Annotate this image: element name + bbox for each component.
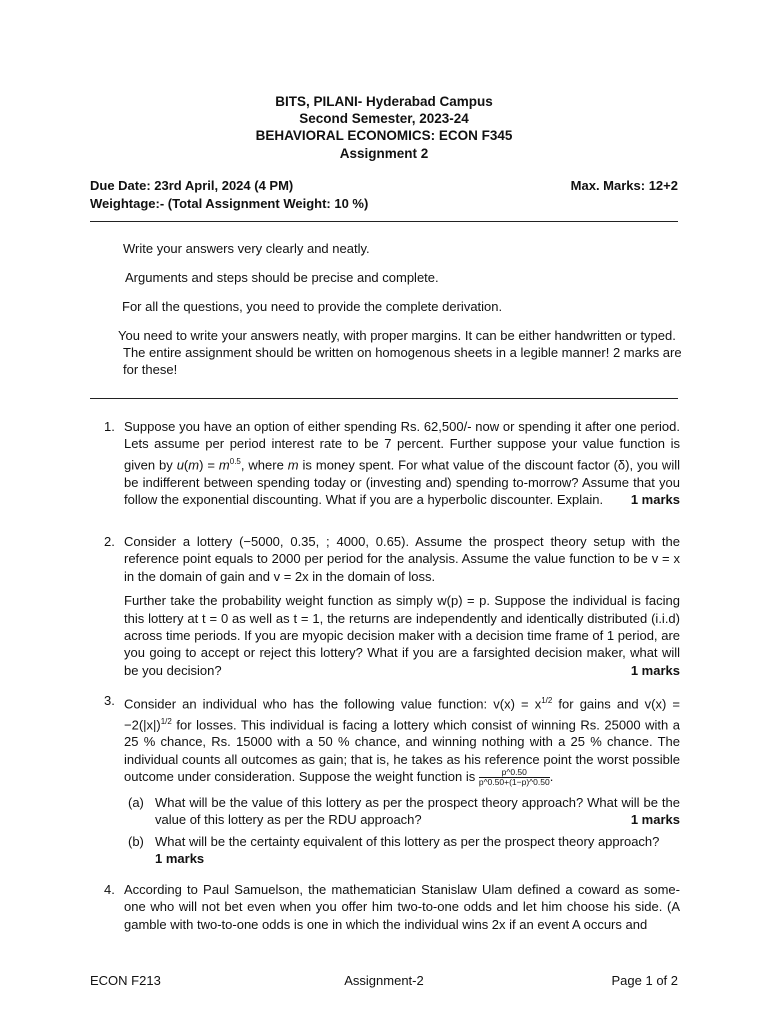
question-3a: (a) What will be the value of this lottery as per the prospect theory approach? What will be the value of this lottery as per the RDU approach? 1 marks	[128, 795, 680, 828]
assignment-title: Assignment 2	[339, 146, 429, 161]
institution-title: BITS, PILANI- Hyderabad Campus	[275, 94, 493, 109]
question-number: 1.	[104, 419, 115, 434]
marks-label: 1 marks	[155, 851, 205, 867]
question-2-paragraph-2: Further take the probability weight function as simply w(p) = p. Suppose the individual is facing this lottery at t = 0 as well as t = 1, the returns are independently and identically distributed (i.i.d) across time periods. If you are myopic decision maker with a decision time frame of 1 period, are you going to accept or reject this lottery? What if you are a farsighted decision maker, what will be you decision?	[124, 593, 680, 678]
weight-function-fraction: $\frac{p\^{}0.50}{p\^{}0.50+(1-p)\^{}0.50}$	[478, 767, 550, 788]
semester-title: Second Semester, 2023-24	[299, 111, 469, 126]
question-number: 3.	[104, 693, 115, 708]
instruction-1: Write your answers very clearly and neatly.	[123, 241, 370, 256]
sub-question-label: (b)	[128, 834, 144, 849]
instruction-4: You need to write your answers neatly, with proper margins. It can be either handwritten or typed. The entire assignment should be written on homogenous sheets in a legible manner! 2 marks are for these!	[118, 328, 682, 377]
exponent: 1/2	[160, 716, 172, 726]
footer-assignment: Assignment-2	[344, 973, 424, 988]
question-1: 1. Suppose you have an option of either spending Rs. 62,500/- now or spending it after one period. Lets assume per period interest rate to be 7 percent. Further suppose your value function is given by $u(m) = m^{0.5}$, where m is money spent. For what value of the discount factor (δ), you will be indifferent between spending today or (investing and) spending to-morrow? Assume that you follow the exponential discounting. What if you are a hyperbolic discounter. Explain. 1 marks	[104, 419, 680, 507]
divider-top	[90, 221, 678, 222]
question-2	[104, 533, 680, 679]
footer-course-code: ECON F213	[90, 973, 161, 988]
instruction-2: Arguments and steps should be precise and complete.	[125, 270, 439, 285]
question-number: 2.	[104, 534, 115, 549]
exponent: 1/2	[541, 696, 553, 705]
question-3b: (b) What will be the certainty equivalent of this lottery as per the prospect theory approach? 1 marks	[128, 834, 660, 867]
course-title: BEHAVIORAL ECONOMICS: ECON F345	[255, 128, 513, 143]
marks-label: 1 marks	[630, 812, 680, 828]
question-number: 4.	[104, 882, 115, 897]
marks-label: 1 marks	[630, 491, 680, 507]
question-3: 3. Consider an individual who has the following value function: $v(x) = x^{1/2}$ for gains and $v(x) = -2(|x|)^{1/2}$ for losses. This individual is facing a lottery which consist of winning Rs. 25000 with a 25 % chance, Rs. 15000 with a 50 % chance, and winning nothing with a 25 % chance. The individual counts all outcomes as gain; that is, he takes as his reference point the worst possible outcome under consideration. Suppose the weight function is $\frac{p\^{}0.50}{p\^{}0.50+(1-p)\^{}0.50}$ .	[104, 693, 681, 788]
question-2-paragraph-1: Consider a lottery (−5000, 0.35, ; 4000, 0.65). Assume the prospect theory setup with the reference point equals to 2000 per period for the analysis. Assume the value function to be v = x in the domain of gain and v = 2x in the domain of loss.	[124, 534, 680, 584]
marks-label: 1 marks	[630, 662, 680, 678]
sub-question-label: (a)	[128, 795, 144, 810]
due-date: Due Date: 23rd April, 2024 (4 PM)	[90, 178, 294, 193]
footer-page-number: Page 1 of 2	[611, 973, 678, 988]
max-marks: Max. Marks: 12+2	[570, 178, 678, 193]
divider-bottom	[90, 398, 678, 399]
instruction-3: For all the questions, you need to provide the complete derivation.	[122, 299, 503, 314]
question-4: 4. According to Paul Samuelson, the mathematician Stanislaw Ulam defined a coward as some-one who will not bet even when you offer him two-to-one odds and let him choose his side. (A gamble with two-to-one odds is one in which the individual wins 2x if an event A occurs and	[104, 882, 680, 932]
weightage: Weightage:- (Total Assignment Weight: 10 %)	[90, 196, 369, 211]
